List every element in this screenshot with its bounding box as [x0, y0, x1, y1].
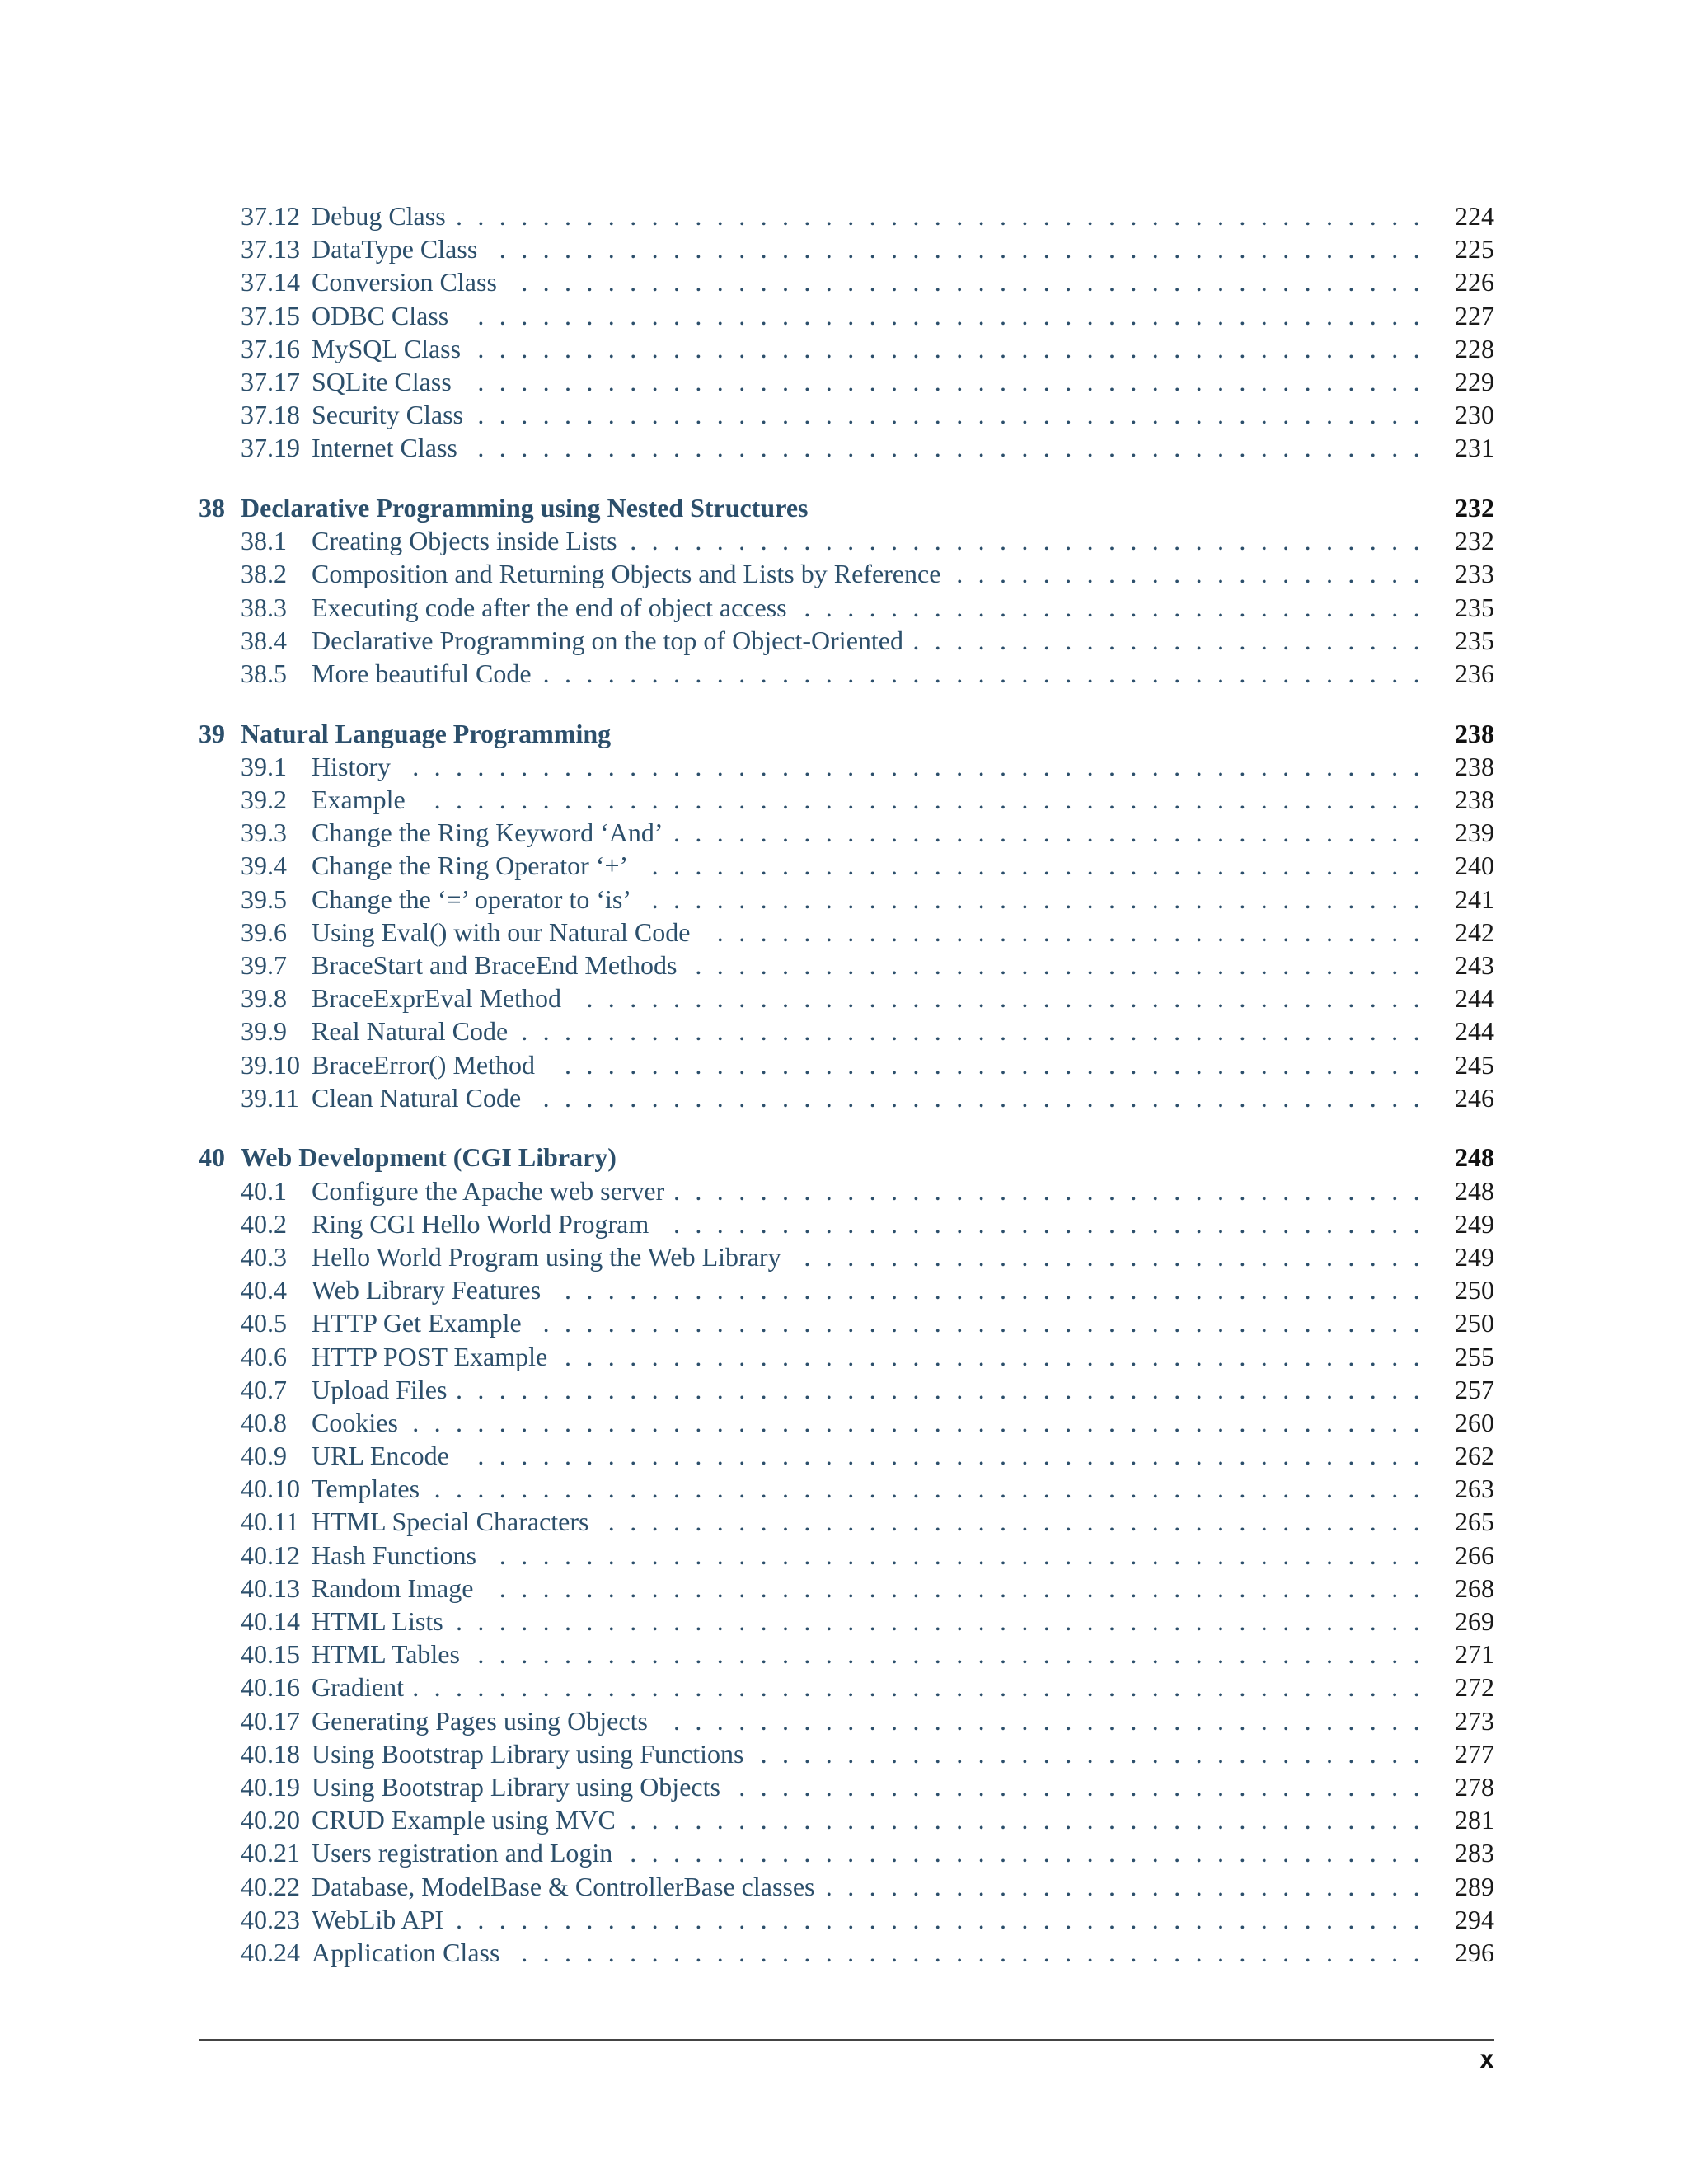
- toc-entry-page[interactable]: 249: [1455, 1241, 1494, 1272]
- toc-entry-page[interactable]: 227: [1455, 300, 1494, 330]
- toc-entry-title[interactable]: HTML Special Characters: [312, 1507, 589, 1537]
- toc-entry-number: 39.6: [241, 916, 287, 947]
- toc-section-entry[interactable]: [199, 1870, 1494, 1903]
- dot-leader: ........................: [912, 625, 1435, 655]
- dot-leader: ....................................: [651, 851, 1435, 881]
- toc-section-entry[interactable]: [199, 1704, 1494, 1737]
- toc-entry-title[interactable]: Composition and Returning Objects and Lists by Reference: [312, 559, 941, 589]
- toc-entry-page[interactable]: 228: [1455, 333, 1494, 363]
- toc-entry-title[interactable]: Application Class: [312, 1937, 500, 1967]
- toc-entry-number: 40.20: [241, 1805, 300, 1835]
- dot-leader: ..............................................: [434, 785, 1435, 814]
- toc-section-entry[interactable]: [199, 1174, 1494, 1207]
- toc-entry-number: 38.4: [241, 625, 287, 655]
- toc-entry-number: 40.9: [241, 1441, 287, 1471]
- dot-leader: .............................................: [456, 1904, 1435, 1934]
- toc-entry-title[interactable]: Change the Ring Keyword ‘And’: [312, 818, 663, 848]
- toc-section-entry[interactable]: [199, 1015, 1494, 1047]
- toc-entry-page[interactable]: 236: [1455, 658, 1494, 688]
- toc-entry-title[interactable]: Database, ModelBase & ControllerBase classes: [312, 1871, 815, 1901]
- toc-entry-page[interactable]: 241: [1455, 883, 1494, 914]
- dot-leader: .................................: [716, 916, 1435, 947]
- toc-entry-number: 39.8: [241, 983, 287, 1014]
- toc-entry-number: 37.19: [241, 433, 300, 463]
- dot-leader: ....................................: [651, 883, 1435, 914]
- toc-entry-page[interactable]: 248: [1455, 1142, 1494, 1173]
- toc-entry-number: 39.7: [241, 949, 287, 980]
- toc-section-entry[interactable]: [199, 657, 1494, 690]
- toc-entry-title[interactable]: HTTP POST Example: [312, 1341, 548, 1371]
- toc-entry-number: 37.14: [241, 267, 300, 298]
- toc-entry-title[interactable]: Gradient: [312, 1672, 404, 1703]
- toc-section-entry[interactable]: [199, 1572, 1494, 1605]
- toc-entry-number: 39.5: [241, 883, 287, 914]
- toc-entry-page[interactable]: 277: [1455, 1738, 1494, 1769]
- toc-entry-page[interactable]: 235: [1455, 625, 1494, 655]
- toc-entry-page[interactable]: 235: [1455, 592, 1494, 622]
- dot-leader: ...........................................: [499, 234, 1435, 265]
- toc-entry-number: 38.2: [241, 559, 287, 589]
- toc-section-entry[interactable]: [199, 591, 1494, 624]
- dot-leader: ............................................: [477, 366, 1435, 396]
- toc-entry-page[interactable]: 250: [1455, 1275, 1494, 1305]
- toc-entry-number: 37.16: [241, 333, 300, 363]
- toc-entry-number: 40: [199, 1142, 225, 1173]
- toc-entry-page[interactable]: 266: [1455, 1540, 1494, 1570]
- toc-section-entry[interactable]: [199, 1936, 1494, 1969]
- toc-entry-number: 37.12: [241, 201, 300, 231]
- toc-entry-title[interactable]: Hash Functions: [312, 1540, 476, 1570]
- dot-leader: .........................................: [542, 1308, 1435, 1338]
- dot-leader: ...................................: [673, 1705, 1435, 1736]
- toc-entry-number: 38.1: [241, 526, 287, 556]
- dot-leader: .........................................: [542, 658, 1435, 688]
- toc-entry-number: 40.11: [241, 1507, 299, 1537]
- dot-leader: ................................: [738, 1771, 1435, 1802]
- toc-entry-number: 37.15: [241, 300, 300, 330]
- toc-entry-number: 40.21: [241, 1838, 300, 1868]
- dot-leader: ........................................: [565, 1049, 1435, 1080]
- dot-leader: ........................................: [565, 1341, 1435, 1371]
- toc-entry-page[interactable]: 231: [1455, 433, 1494, 463]
- toc-entry-page[interactable]: 233: [1455, 559, 1494, 589]
- toc-entry-title[interactable]: Change the Ring Operator ‘+’: [312, 851, 629, 881]
- toc-entry-number: 38.5: [241, 658, 287, 688]
- toc-entry-number: 39.4: [241, 851, 287, 881]
- toc-section-entry[interactable]: [199, 398, 1494, 431]
- toc-entry-page[interactable]: 238: [1455, 718, 1494, 748]
- toc-entry-page[interactable]: 240: [1455, 851, 1494, 881]
- toc-entry-number: 37.13: [241, 234, 300, 265]
- toc-entry-number: 40.1: [241, 1175, 287, 1206]
- toc-entry-number: 40.10: [241, 1474, 300, 1504]
- toc-entry-number: 38.3: [241, 592, 287, 622]
- toc-section-entry[interactable]: [199, 1472, 1494, 1505]
- toc-entry-title[interactable]: Using Bootstrap Library using Functions: [312, 1738, 744, 1769]
- toc-entry-page[interactable]: 262: [1455, 1441, 1494, 1471]
- toc-entry-page[interactable]: 273: [1455, 1705, 1494, 1736]
- page-number: x: [1479, 2046, 1494, 2074]
- dot-leader: ...................................: [673, 818, 1435, 848]
- toc-entry-title[interactable]: Templates: [312, 1474, 420, 1504]
- toc-entry-page[interactable]: 243: [1455, 949, 1494, 980]
- toc-entry-title[interactable]: Creating Objects inside Lists: [312, 526, 617, 556]
- dot-leader: .....................................: [630, 1838, 1435, 1868]
- dot-leader: ..................................: [695, 949, 1435, 980]
- toc-entry-number: 40.17: [241, 1705, 300, 1736]
- toc-section-entry[interactable]: [199, 332, 1494, 365]
- toc-entry-page[interactable]: 268: [1455, 1572, 1494, 1603]
- toc-entry-page[interactable]: 238: [1455, 785, 1494, 814]
- toc-entry-page[interactable]: 232: [1455, 493, 1494, 523]
- toc-entry-number: 38: [199, 493, 225, 523]
- toc-entry-page[interactable]: 248: [1455, 1175, 1494, 1206]
- toc-entry-page[interactable]: 249: [1455, 1208, 1494, 1239]
- dot-leader: ............................................: [477, 300, 1435, 330]
- toc-entry-title[interactable]: BraceExprEval Method: [312, 983, 561, 1014]
- toc-entry-number: 39.1: [241, 751, 287, 781]
- toc-section-entry[interactable]: [199, 1903, 1494, 1936]
- toc-entry-number: 40.24: [241, 1937, 300, 1967]
- toc-section-entry[interactable]: [199, 1770, 1494, 1803]
- toc-entry-title[interactable]: Example: [312, 785, 406, 814]
- toc-section-entry[interactable]: [199, 1439, 1494, 1472]
- dot-leader: ..............................................: [434, 1474, 1435, 1504]
- toc-entry-title[interactable]: DataType Class: [312, 234, 478, 265]
- toc-entry-number: 40.6: [241, 1341, 287, 1371]
- toc-entry-number: 40.13: [241, 1572, 300, 1603]
- toc-entry-title[interactable]: Clean Natural Code: [312, 1082, 522, 1113]
- dot-leader: .............................................: [456, 1374, 1435, 1404]
- toc-entry-page[interactable]: 283: [1455, 1838, 1494, 1868]
- toc-entry-title[interactable]: Users registration and Login: [312, 1838, 613, 1868]
- toc-entry-number: 39.11: [241, 1082, 299, 1113]
- toc-entry-number: 37.18: [241, 400, 300, 430]
- toc-section-entry[interactable]: [199, 1207, 1494, 1240]
- toc-entry-page[interactable]: 232: [1455, 526, 1494, 556]
- dot-leader: ............................................: [477, 1441, 1435, 1471]
- toc-section-entry[interactable]: [199, 1373, 1494, 1406]
- toc-section-entry[interactable]: [199, 1803, 1494, 1836]
- toc-entry-page[interactable]: 294: [1455, 1904, 1494, 1934]
- dot-leader: ...............................: [760, 1738, 1435, 1769]
- footer-divider: [199, 2039, 1494, 2041]
- toc-entry-title[interactable]: Security Class: [312, 400, 463, 430]
- dot-leader: .............................................: [456, 201, 1435, 231]
- toc-entry-title[interactable]: Cookies: [312, 1407, 398, 1437]
- toc-entry-page[interactable]: 244: [1455, 1016, 1494, 1047]
- toc-entry-title[interactable]: ODBC Class: [312, 300, 449, 330]
- toc-section-entry[interactable]: [199, 624, 1494, 657]
- dot-leader: ......................................: [607, 1507, 1435, 1537]
- toc-entry-title[interactable]: Generating Pages using Objects: [312, 1705, 648, 1736]
- toc-entry-number: 40.4: [241, 1275, 287, 1305]
- toc-section-entry[interactable]: [199, 849, 1494, 882]
- toc-section-entry[interactable]: [199, 524, 1494, 557]
- toc-entry-page[interactable]: 239: [1455, 818, 1494, 848]
- toc-section-entry[interactable]: [199, 1306, 1494, 1339]
- toc-entry-title[interactable]: Random Image: [312, 1572, 474, 1603]
- toc-entry-title[interactable]: Declarative Programming on the top of Object-Oriented: [312, 625, 903, 655]
- dot-leader: ...............................................: [412, 1407, 1435, 1437]
- toc-entry-title[interactable]: History: [312, 751, 391, 781]
- toc-section-entry[interactable]: [199, 1406, 1494, 1439]
- table-of-contents: [199, 199, 1494, 1969]
- toc-section-entry[interactable]: [199, 1048, 1494, 1081]
- dot-leader: .........................................: [542, 1082, 1435, 1113]
- toc-entry-title[interactable]: Web Development (CGI Library): [241, 1142, 617, 1173]
- toc-entry-title[interactable]: URL Encode: [312, 1441, 449, 1471]
- toc-entry-number: 40.18: [241, 1738, 300, 1769]
- dot-leader: .............................: [804, 592, 1435, 622]
- toc-section-entry[interactable]: [199, 232, 1494, 265]
- toc-section-entry[interactable]: [199, 1836, 1494, 1869]
- toc-entry-number: 40.2: [241, 1208, 287, 1239]
- toc-entry-title[interactable]: Using Eval() with our Natural Code: [312, 916, 691, 947]
- dot-leader: ........................................: [565, 1275, 1435, 1305]
- toc-section-entry[interactable]: [199, 916, 1494, 949]
- toc-entry-number: 40.7: [241, 1374, 287, 1404]
- toc-section-entry[interactable]: [199, 816, 1494, 849]
- toc-chapter-entry[interactable]: [199, 717, 1494, 750]
- dot-leader: ......................: [956, 559, 1435, 589]
- toc-section-entry[interactable]: [199, 557, 1494, 590]
- toc-section-entry[interactable]: [199, 982, 1494, 1015]
- dot-leader: ............................................: [477, 400, 1435, 430]
- toc-entry-number: 40.12: [241, 1540, 300, 1570]
- toc-entry-number: 40.8: [241, 1407, 287, 1437]
- toc-chapter-entry[interactable]: [199, 1141, 1494, 1174]
- toc-section-entry[interactable]: [199, 883, 1494, 916]
- toc-entry-title[interactable]: Real Natural Code: [312, 1016, 509, 1047]
- toc-entry-page[interactable]: 263: [1455, 1474, 1494, 1504]
- toc-section-entry[interactable]: [199, 1340, 1494, 1373]
- toc-entry-page[interactable]: 289: [1455, 1871, 1494, 1901]
- toc-section-entry[interactable]: [199, 199, 1494, 232]
- toc-section-entry[interactable]: [199, 1539, 1494, 1572]
- toc-section-entry[interactable]: [199, 265, 1494, 298]
- toc-entry-title[interactable]: Upload Files: [312, 1374, 448, 1404]
- toc-entry-page[interactable]: 226: [1455, 267, 1494, 298]
- dot-leader: ............................................: [477, 433, 1435, 463]
- toc-entry-page[interactable]: 250: [1455, 1308, 1494, 1338]
- toc-section-entry[interactable]: [199, 949, 1494, 982]
- toc-entry-number: 40.3: [241, 1241, 287, 1272]
- toc-entry-page[interactable]: 260: [1455, 1407, 1494, 1437]
- dot-leader: .............................: [804, 1241, 1435, 1272]
- toc-entry-page[interactable]: 238: [1455, 751, 1494, 781]
- dot-leader: ..........................................: [521, 1937, 1435, 1967]
- toc-entry-title[interactable]: Change the ‘=’ operator to ‘is’: [312, 883, 631, 914]
- toc-entry-title[interactable]: Declarative Programming using Nested Structures: [241, 493, 809, 523]
- toc-entry-number: 39: [199, 718, 225, 748]
- toc-entry-page[interactable]: 244: [1455, 983, 1494, 1014]
- toc-entry-number: 39.2: [241, 785, 287, 814]
- toc-section-entry[interactable]: [199, 1273, 1494, 1306]
- toc-entry-page[interactable]: 224: [1455, 201, 1494, 231]
- dot-leader: ...........................................: [499, 1540, 1435, 1570]
- toc-entry-page[interactable]: 255: [1455, 1341, 1494, 1371]
- toc-entry-title[interactable]: Internet Class: [312, 433, 457, 463]
- toc-entry-title[interactable]: MySQL Class: [312, 333, 462, 363]
- toc-entry-title[interactable]: More beautiful Code: [312, 658, 532, 688]
- toc-section-entry[interactable]: [199, 750, 1494, 783]
- toc-entry-page[interactable]: 246: [1455, 1082, 1494, 1113]
- toc-entry-title[interactable]: BraceStart and BraceEnd Methods: [312, 949, 678, 980]
- toc-entry-title[interactable]: Ring CGI Hello World Program: [312, 1208, 649, 1239]
- toc-entry-page[interactable]: 257: [1455, 1374, 1494, 1404]
- toc-entry-number: 40.15: [241, 1639, 300, 1670]
- toc-entry-page[interactable]: 265: [1455, 1507, 1494, 1537]
- toc-section-entry[interactable]: [199, 1240, 1494, 1273]
- dot-leader: ...................................: [673, 1175, 1435, 1206]
- toc-entry-page[interactable]: 278: [1455, 1771, 1494, 1802]
- dot-leader: ..........................................: [521, 267, 1435, 298]
- toc-entry-number: 40.14: [241, 1606, 300, 1636]
- toc-entry-number: 39.10: [241, 1049, 300, 1080]
- toc-entry-page[interactable]: 225: [1455, 234, 1494, 265]
- dot-leader: .............................................: [456, 1606, 1435, 1636]
- dot-leader: ...............................................: [412, 751, 1435, 781]
- toc-section-entry[interactable]: [199, 1638, 1494, 1671]
- toc-section-entry[interactable]: [199, 783, 1494, 816]
- toc-entry-title[interactable]: HTML Tables: [312, 1639, 460, 1670]
- toc-section-entry[interactable]: [199, 1737, 1494, 1770]
- dot-leader: .......................................: [586, 983, 1435, 1014]
- toc-entry-title[interactable]: HTTP Get Example: [312, 1308, 522, 1338]
- toc-entry-page[interactable]: 229: [1455, 366, 1494, 396]
- toc-section-entry[interactable]: [199, 1671, 1494, 1704]
- toc-entry-number: 39.9: [241, 1016, 287, 1047]
- toc-entry-title[interactable]: Executing code after the end of object access: [312, 592, 787, 622]
- toc-entry-title[interactable]: Using Bootstrap Library using Objects: [312, 1771, 720, 1802]
- dot-leader: ..........................................: [521, 1016, 1435, 1047]
- toc-entry-number: 37.17: [241, 366, 300, 396]
- dot-leader: ............................................: [477, 1639, 1435, 1670]
- toc-entry-page[interactable]: 242: [1455, 916, 1494, 947]
- toc-entry-number: 39.3: [241, 818, 287, 848]
- toc-entry-page[interactable]: 281: [1455, 1805, 1494, 1835]
- toc-entry-page[interactable]: 272: [1455, 1672, 1494, 1703]
- toc-entry-title[interactable]: CRUD Example using MVC: [312, 1805, 616, 1835]
- dot-leader: .....................................: [630, 1805, 1435, 1835]
- toc-entry-title[interactable]: WebLib API: [312, 1904, 444, 1934]
- chapter-gap: [199, 465, 1494, 492]
- toc-entry-title[interactable]: HTML Lists: [312, 1606, 443, 1636]
- toc-entry-number: 40.23: [241, 1904, 300, 1934]
- toc-section-entry[interactable]: [199, 431, 1494, 464]
- dot-leader: ............................: [825, 1871, 1435, 1901]
- toc-section-entry[interactable]: [199, 1081, 1494, 1114]
- dot-leader: ...........................................: [499, 1572, 1435, 1603]
- dot-leader: ............................................: [477, 333, 1435, 363]
- toc-chapter-entry[interactable]: [199, 491, 1494, 524]
- toc-entry-page[interactable]: 271: [1455, 1639, 1494, 1670]
- toc-entry-page[interactable]: 230: [1455, 400, 1494, 430]
- toc-entry-number: 40.19: [241, 1771, 300, 1802]
- toc-entry-number: 40.22: [241, 1871, 300, 1901]
- dot-leader: ...................................: [673, 1208, 1435, 1239]
- toc-entry-title[interactable]: Natural Language Programming: [241, 718, 612, 748]
- chapter-gap: [199, 690, 1494, 717]
- dot-leader: ...............................................: [412, 1672, 1435, 1703]
- toc-section-entry[interactable]: [199, 1505, 1494, 1538]
- toc-entry-title[interactable]: SQLite Class: [312, 366, 452, 396]
- toc-entry-title[interactable]: Conversion Class: [312, 267, 497, 298]
- toc-entry-number: 40.16: [241, 1672, 300, 1703]
- toc-entry-page[interactable]: 296: [1455, 1937, 1494, 1967]
- toc-entry-title[interactable]: Configure the Apache web server: [312, 1175, 665, 1206]
- toc-entry-title[interactable]: Hello World Program using the Web Library: [312, 1241, 781, 1272]
- toc-section-entry[interactable]: [199, 1605, 1494, 1638]
- dot-leader: .....................................: [630, 526, 1435, 556]
- toc-section-entry[interactable]: [199, 365, 1494, 398]
- toc-entry-page[interactable]: 245: [1455, 1049, 1494, 1080]
- toc-entry-page[interactable]: 269: [1455, 1606, 1494, 1636]
- toc-entry-title[interactable]: Debug Class: [312, 201, 446, 231]
- toc-entry-title[interactable]: Web Library Features: [312, 1275, 542, 1305]
- toc-entry-title[interactable]: BraceError() Method: [312, 1049, 535, 1080]
- chapter-gap: [199, 1114, 1494, 1141]
- toc-entry-number: 40.5: [241, 1308, 287, 1338]
- toc-section-entry[interactable]: [199, 299, 1494, 332]
